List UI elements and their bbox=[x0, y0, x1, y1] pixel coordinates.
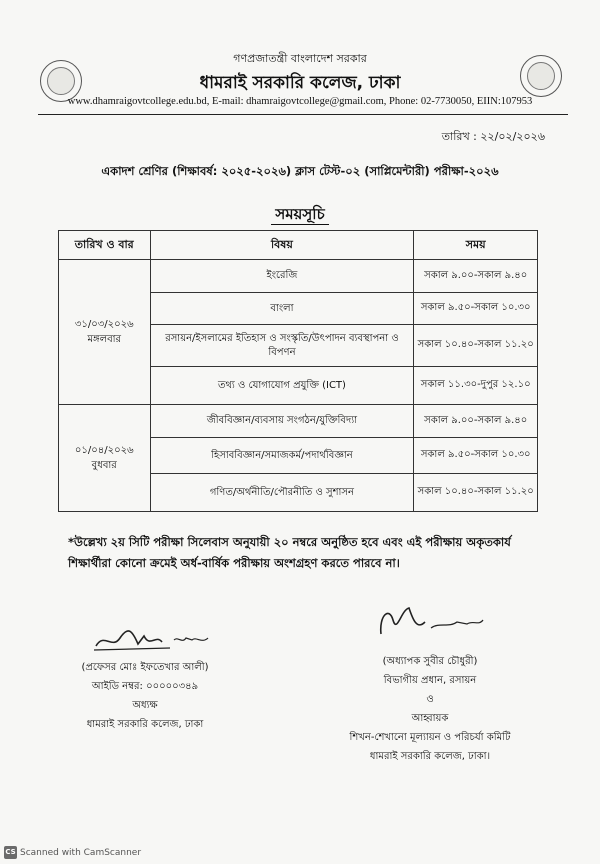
principal-title: অধ্যক্ষ bbox=[132, 700, 158, 711]
exam-date: ০১/০৪/২০২৬ bbox=[74, 445, 134, 456]
exam-schedule-table bbox=[58, 230, 538, 512]
head-signature-icon bbox=[375, 600, 485, 640]
subject-cell: বাংলা bbox=[150, 293, 414, 325]
notice-date: তারিখ : ২২/০২/২০২৬ bbox=[441, 130, 545, 143]
time-cell: সকাল ১০.৪০-সকাল ১১.২০ bbox=[414, 325, 538, 367]
header-date-day: তারিখ ও বার bbox=[59, 231, 151, 260]
table-row bbox=[59, 405, 538, 438]
contact-line: www.dhamraigovtcollege.edu.bd, E-mail: dhamraigovtcollege@gmail.com, Phone: 02-7730050, EIIN:107953 bbox=[67, 96, 533, 107]
head-org: ধামরাই সরকারি কলেজ, ঢাকা। bbox=[369, 751, 491, 762]
head-name: (অধ্যাপক সুবীর চৌধুরী) bbox=[382, 656, 478, 667]
time-cell: সকাল ৯.৫০-সকাল ১০.৩০ bbox=[414, 438, 538, 474]
head-committee: শিখন-শেখানো মূল্যায়ন ও পরিচর্যা কমিটি bbox=[349, 732, 511, 743]
subject-cell: তথ্য ও যোগাযোগ প্রযুক্তি (ICT) bbox=[150, 367, 414, 405]
principal-signature-icon bbox=[92, 626, 212, 654]
head-title: বিভাগীয় প্রধান, রসায়ন bbox=[383, 675, 477, 686]
exam-date: ৩১/০৩/২০২৬ bbox=[74, 319, 134, 330]
schedule-heading-text: সময়সূচি bbox=[271, 205, 328, 225]
table-header-row bbox=[59, 231, 538, 260]
time-cell: সকাল ৯.৫০-সকাল ১০.৩০ bbox=[414, 293, 538, 325]
camscanner-badge: CS bbox=[4, 846, 17, 859]
college-name: ধামরাই সরকারি কলেজ, ঢাকা bbox=[199, 73, 401, 93]
header-subject: বিষয় bbox=[150, 231, 414, 260]
principal-org: ধামরাই সরকারি কলেজ, ঢাকা bbox=[86, 719, 204, 730]
header-time: সময় bbox=[414, 231, 538, 260]
camscanner-text: Scanned with CamScanner bbox=[20, 847, 142, 858]
schedule-heading bbox=[0, 203, 600, 228]
subject-cell: জীববিজ্ঞান/ব্যবসায় সংগঠন/যুক্তিবিদ্যা bbox=[150, 405, 414, 438]
header-divider bbox=[38, 114, 568, 115]
subject-cell: হিসাববিজ্ঞান/সমাজকর্ম/পদার্থবিজ্ঞান bbox=[150, 438, 414, 474]
principal-signatory bbox=[40, 658, 250, 734]
principal-name: (প্রফেসর মোঃ ইফতেখার আলী) bbox=[81, 662, 209, 673]
time-cell: সকাল ১০.৪০-সকাল ১১.২০ bbox=[414, 474, 538, 512]
date-cell bbox=[59, 260, 151, 405]
subject-cell: ইংরেজি bbox=[150, 260, 414, 293]
time-cell: সকাল ১১.৩০-দুপুর ১২.১০ bbox=[414, 367, 538, 405]
exam-note: *উল্লেখ্য ২য় সিটি পরীক্ষা সিলেবাস অনুযায়ী ২০ নম্বরে অনুষ্ঠিত হবে এবং এই পরীক্ষায় অকৃতকার্য শিক্ষার্থীরা কোনো ক্রমেই অর্ধ-বার্ষিক পরীক্ষায় অংশগ্রহণ করতে পারবে না। bbox=[68, 535, 511, 570]
subject-cell: গণিত/অর্থনীতি/পৌরনীতি ও সুশাসন bbox=[150, 474, 414, 512]
head-role: আহ্বায়ক bbox=[411, 713, 449, 724]
scanner-watermark bbox=[4, 846, 141, 859]
date-cell bbox=[59, 405, 151, 512]
exam-day: মঙ্গলবার bbox=[87, 334, 122, 345]
time-cell: সকাল ৯.০০-সকাল ৯.৪০ bbox=[414, 260, 538, 293]
exam-title: একাদশ শ্রেণির (শিক্ষাবর্ষ: ২০২৫-২০২৬) ক্লাস টেস্ট-০২ (সাপ্লিমেন্টারী) পরীক্ষা-২০২৬ bbox=[101, 164, 499, 178]
head-and: ও bbox=[426, 694, 434, 705]
head-signatory bbox=[300, 652, 560, 766]
table-row bbox=[59, 260, 538, 293]
time-cell: সকাল ৯.০০-সকাল ৯.৪০ bbox=[414, 405, 538, 438]
subject-cell: রসায়ন/ইসলামের ইতিহাস ও সংস্কৃতি/উৎপাদন ব্যবস্থাপনা ও বিপণন bbox=[150, 325, 414, 367]
exam-day: বুধবার bbox=[91, 460, 117, 471]
government-name: গণপ্রজাতন্ত্রী বাংলাদেশ সরকার bbox=[233, 52, 367, 65]
principal-id: আইডি নম্বর: ০০০০০৩৪৯ bbox=[91, 681, 199, 692]
